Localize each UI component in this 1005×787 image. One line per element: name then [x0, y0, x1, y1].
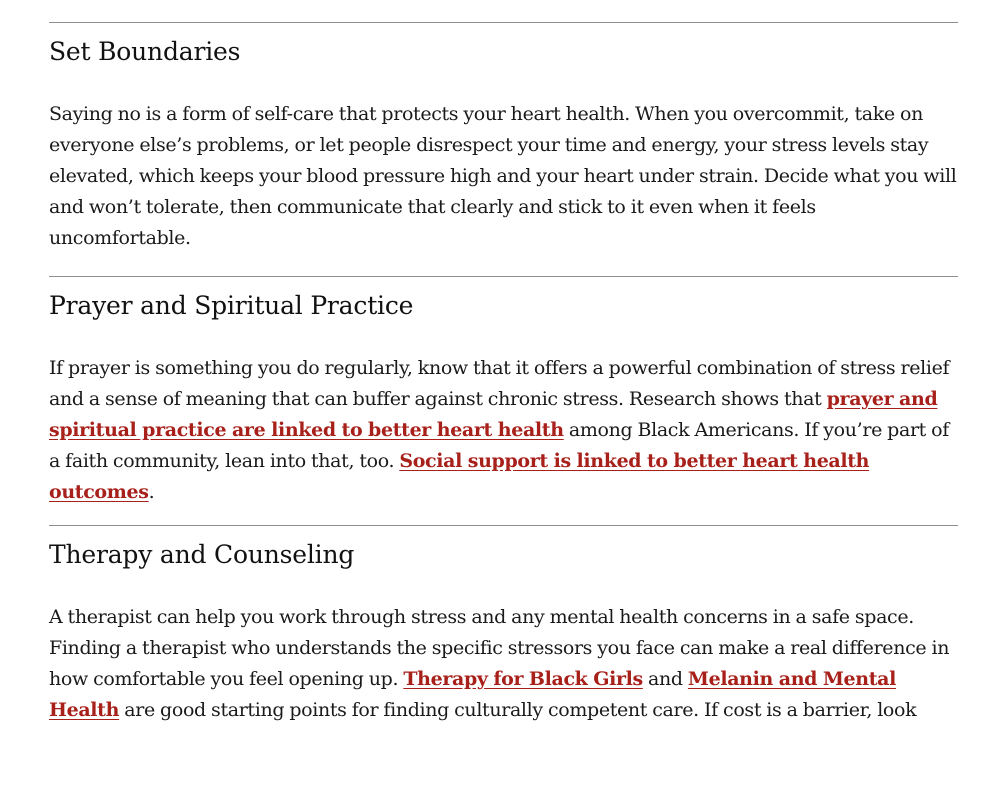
- article-body: [49, 22, 958, 726]
- link-therapy-for-black-girls[interactable]: Therapy for Black Girls: [403, 668, 643, 690]
- section-set-boundaries: [49, 37, 958, 254]
- section-divider: [49, 22, 958, 23]
- section-therapy-counseling: [49, 540, 958, 726]
- paragraph-text: among Black Americans. If you’re part of a faith community, lean into that, too.: [49, 419, 949, 472]
- paragraph-text: A therapist can help you work through stress and any mental health concerns in a safe space. Finding a therapist who understands the specific stressors you face can make a real difference in how comfortable you feel opening up.: [49, 606, 950, 690]
- link-melanin-and-mental-health[interactable]: Melanin and Mental Health: [49, 668, 896, 721]
- section-heading: Set Boundaries: [49, 37, 241, 66]
- section-paragraph: [49, 353, 958, 508]
- section-paragraph: [49, 99, 958, 254]
- paragraph-text: .: [148, 481, 155, 503]
- paragraph-text: Saying no is a form of self-care that protects your heart health. When you overcommit, take on everyone else’s problems, or let people disrespect your time and energy, your stress levels stay elevated, which keeps your blood pressure high and your heart under strain. Decide what you will and won’t tolerate, then communicate that clearly and stick to it even when it feels uncomfortable.: [49, 103, 957, 249]
- section-divider: [49, 525, 958, 526]
- section-paragraph: [49, 602, 958, 726]
- section-divider: [49, 276, 958, 277]
- paragraph-text: and: [642, 668, 688, 690]
- section-heading: Therapy and Counseling: [49, 540, 355, 569]
- section-prayer-spiritual-practice: [49, 291, 958, 508]
- link-prayer-heart-health[interactable]: prayer and spiritual practice are linked to better heart health: [49, 388, 938, 441]
- paragraph-text: are good starting points for finding culturally competent care. If cost is a barrier, look: [119, 699, 917, 721]
- paragraph-text: If prayer is something you do regularly, know that it offers a powerful combination of stress relief and a sense of meaning that can buffer against chronic stress. Research shows that: [49, 357, 950, 410]
- link-social-support[interactable]: Social support is linked to better heart health outcomes: [49, 450, 870, 503]
- section-heading: Prayer and Spiritual Practice: [49, 291, 414, 320]
